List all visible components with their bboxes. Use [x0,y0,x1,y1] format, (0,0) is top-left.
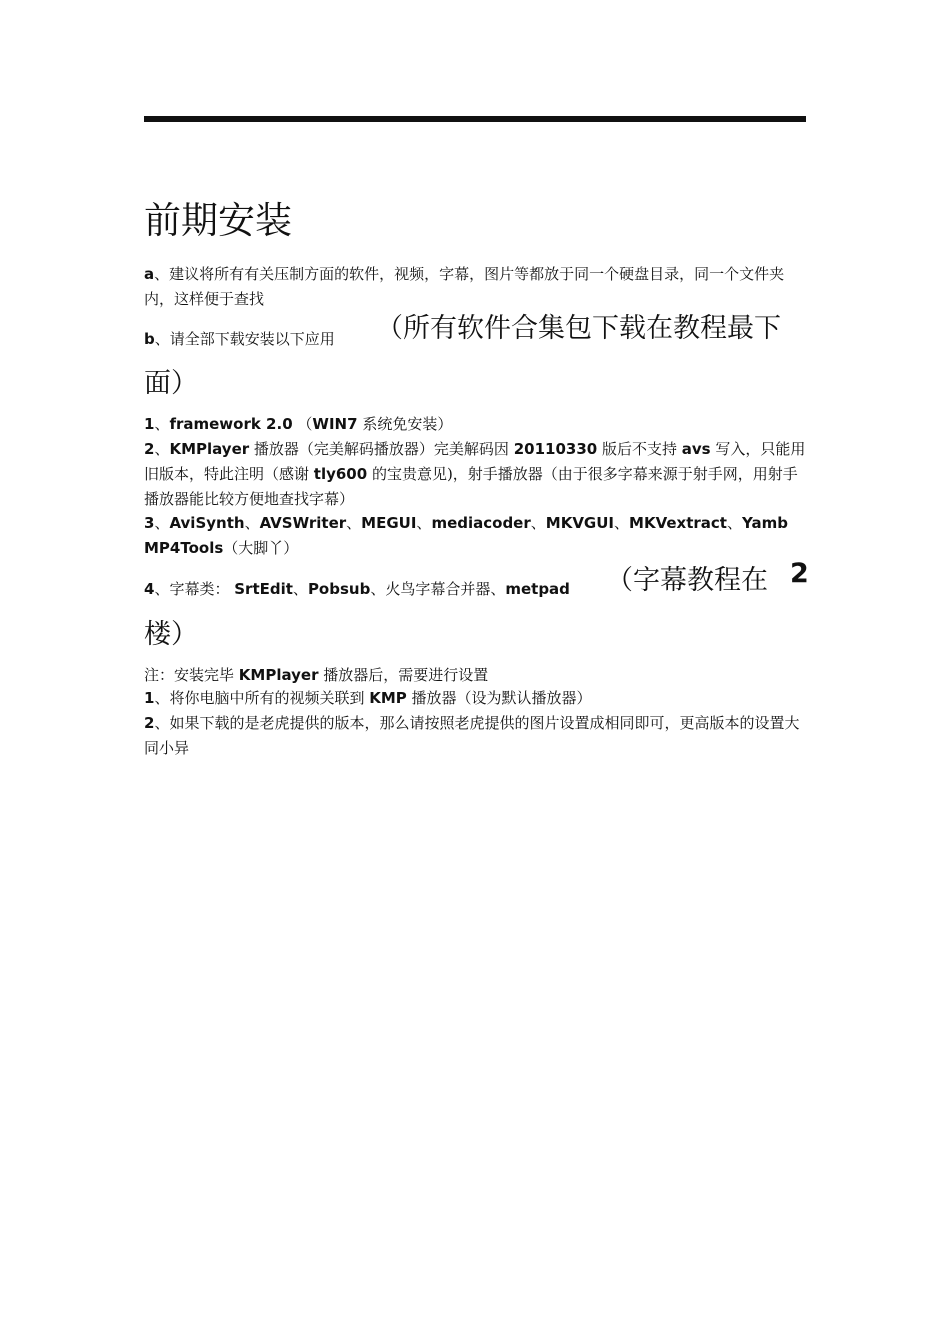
list-item-4-text: 4、字幕类： SrtEdit、Pobsub、火鸟字幕合并器、metpad [144,580,570,598]
tool-name: MP4Tools [144,539,224,557]
list-item-4 [144,558,808,600]
list-item-3: 3、AviSynth、AVSWriter、MEGUI、mediacoder、MKVGUI、MKVextract、Yamb MP4Tools（大脚丫） [144,514,788,557]
list-item-4-note-number: 2 [790,558,809,589]
paragraph-a [144,262,808,312]
kmplayer-name: KMPlayer [169,440,250,458]
tool-name: Yamb [741,514,788,532]
tool-name: MEGUI [361,514,417,532]
paragraph-b [144,306,808,348]
note-lead: 注：安装完毕 KMPlayer 播放器后，需要进行设置 [144,666,489,684]
paragraph-a-text: 、建议将所有有关压制方面的软件，视频，字幕，图片等都放于同一个硬盘目录，同一个文件夹内，这样便于查找 [144,265,785,308]
marker-b: b [144,330,155,348]
list-item-4-note: （字幕教程在 [606,565,768,596]
paragraph-b-text: b、请全部下载安装以下应用 [144,330,335,348]
marker-a: a [144,265,155,283]
tool-name: AVSWriter [259,514,347,532]
tool-name: MKVextract [629,514,727,532]
note-item-2: 2、如果下载的是老虎提供的版本，那么请按照老虎提供的图片设置成相同即可，更高版本的设置大同小异 [144,714,800,757]
tool-name: MKVGUI [545,514,614,532]
list-item-1: 1、framework 2.0 （WIN7 系统免安装） [144,415,453,433]
note-item-1: 1、将你电脑中所有的视频关联到 KMP 播放器（设为默认播放器） [144,689,592,707]
tool-name: mediacoder [431,514,531,532]
framework-name: framework 2.0 [169,415,293,433]
paragraph-b-note-continued: 面） [144,368,198,399]
list-item-2: 2、KMPlayer 播放器（完美解码播放器）完美解码因 20110330 版后不支持 avs 写入，只能用旧版本，特此注明（感谢 tly600 的宝贵意见)，射手播放器（由于很多字幕来源于射手网，用射手播放器能比较方便地查找字幕） [144,440,806,508]
page-title: 前期安装 [144,199,292,242]
paragraph-b-note: （所有软件合集包下载在教程最下 [376,313,781,344]
list-item-4-note-continued: 楼） [144,619,198,650]
tool-name: AviSynth [169,514,245,532]
horizontal-rule [144,116,806,122]
